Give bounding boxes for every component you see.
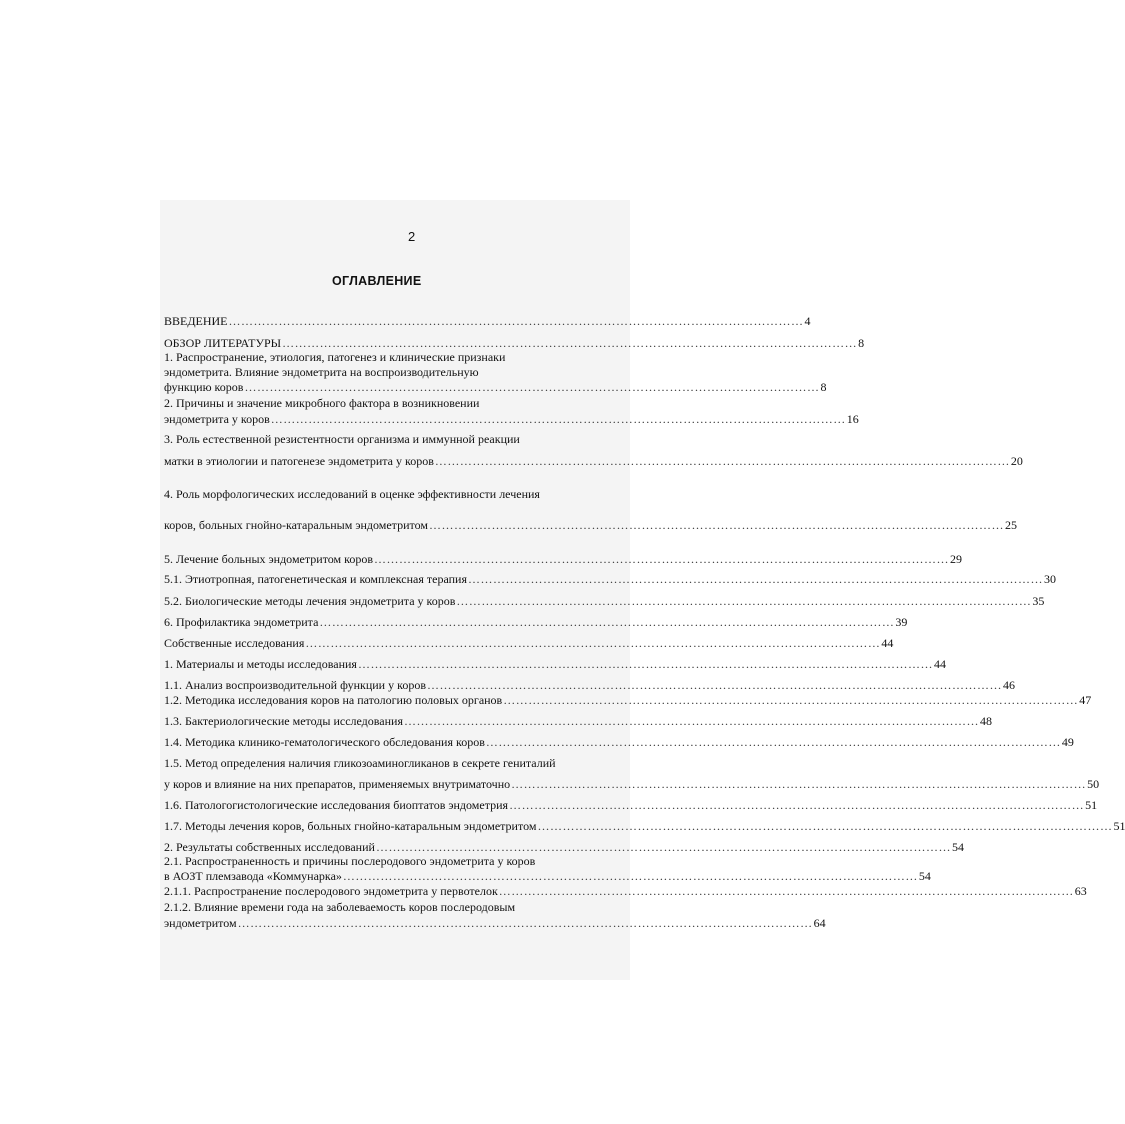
toc-entry-page: 44 xyxy=(933,657,946,671)
toc-leader: ………………………………………………………………………………………………………………………… xyxy=(498,884,1074,898)
toc-continuation: эндометрита. Влияние эндометрита на воспроизводительную xyxy=(164,365,479,379)
toc-entry-text: 1.2. Методика исследования коров на патологию половых органов xyxy=(164,693,503,707)
toc-entry-text: 1.3. Бактериологические методы исследования xyxy=(164,714,403,728)
toc-leader: ………………………………………………………………………………………………………………………… xyxy=(511,777,1087,791)
toc-entry xyxy=(164,797,1098,813)
toc-entry-page: 29 xyxy=(950,552,963,566)
toc-entry xyxy=(164,453,1023,469)
toc-entry-page: 39 xyxy=(895,615,908,629)
toc-entry xyxy=(164,411,859,427)
toc-entry-page: 8 xyxy=(820,380,827,394)
toc-continuation: 4. Роль морфологических исследований в оценке эффективности лечения xyxy=(164,487,540,501)
toc-entry xyxy=(164,517,1017,533)
toc-entry-text: коров, больных гнойно-катаральным эндометритом xyxy=(164,518,428,532)
toc-leader: ………………………………………………………………………………………………………………………… xyxy=(456,594,1032,608)
toc-entry-page: 50 xyxy=(1087,777,1100,791)
toc-leader: ………………………………………………………………………………………………………………………… xyxy=(319,615,895,629)
toc-title: ОГЛАВЛЕНИЕ xyxy=(332,274,422,288)
toc-entry-text: 1.7. Методы лечения коров, больных гнойно-катаральным эндометритом xyxy=(164,819,537,833)
toc-leader: ………………………………………………………………………………………………………………………… xyxy=(375,840,951,854)
toc-entry xyxy=(164,915,826,931)
toc-entry xyxy=(164,776,1100,792)
toc-leader: ………………………………………………………………………………………………………………………… xyxy=(426,678,1002,692)
toc-leader: ………………………………………………………………………………………………………………………… xyxy=(434,454,1010,468)
toc-entry-page: 54 xyxy=(918,869,931,883)
toc-entry-text: 1.6. Патологогистологические исследования биоптатов эндометрия xyxy=(164,798,509,812)
toc-entry-page: 20 xyxy=(1010,454,1023,468)
toc-continuation: 2.1. Распространенность и причины послеродового эндометрита у коров xyxy=(164,854,536,868)
toc-entry-text: матки в этиологии и патогенезе эндометрита у коров xyxy=(164,454,434,468)
toc-entry-text: 6. Профилактика эндометрита xyxy=(164,615,319,629)
toc-entry-page: 51 xyxy=(1113,819,1125,833)
toc-entry-text: эндометритом xyxy=(164,916,237,930)
toc-entry xyxy=(164,593,1045,609)
toc-entry-page: 30 xyxy=(1044,572,1056,586)
toc-entry-text: 2.1.1. Распространение послеродового эндометрита у первотелок xyxy=(164,884,498,898)
toc-leader: ………………………………………………………………………………………………………………………… xyxy=(270,412,846,426)
toc-leader: ………………………………………………………………………………………………………………………… xyxy=(509,798,1085,812)
toc-entry-page: 63 xyxy=(1074,884,1087,898)
toc-entry-text: 5. Лечение больных эндометритом коров xyxy=(164,552,374,566)
toc-continuation: 2. Причины и значение микробного фактора в возникновении xyxy=(164,396,480,410)
toc-entry xyxy=(164,551,963,567)
toc-entry xyxy=(164,818,1125,834)
toc-entry-page: 8 xyxy=(858,336,865,350)
toc-entry xyxy=(164,379,827,395)
toc-entry xyxy=(164,734,1074,750)
toc-entry-text: функцию коров xyxy=(164,380,244,394)
toc-entry-text: 5.1. Этиотропная, патогенетическая и комплексная терапия xyxy=(164,572,467,586)
toc-entry-text: Собственные исследования xyxy=(164,636,305,650)
toc-entry-text: 1.1. Анализ воспроизводительной функции у коров xyxy=(164,678,426,692)
toc-continuation: 2.1.2. Влияние времени года на заболеваемость коров послеродовым xyxy=(164,900,516,914)
toc-leader: ………………………………………………………………………………………………………………………… xyxy=(357,657,933,671)
toc-leader: ………………………………………………………………………………………………………………………… xyxy=(537,819,1113,833)
toc-entry xyxy=(164,677,1015,693)
toc-leader: ………………………………………………………………………………………………………………………… xyxy=(282,336,858,350)
toc-leader: ………………………………………………………………………………………………………………………… xyxy=(403,714,979,728)
toc-entry-page: 16 xyxy=(846,412,859,426)
toc-leader: ………………………………………………………………………………………………………………………… xyxy=(305,636,881,650)
toc-entry-page: 47 xyxy=(1079,693,1092,707)
toc-entry xyxy=(164,656,946,672)
toc-entry-text: 5.2. Биологические методы лечения эндометрита у коров xyxy=(164,594,456,608)
toc-entry-text: у коров и влияние на них препаратов, применяемых внутриматочно xyxy=(164,777,511,791)
toc-entry-page: 25 xyxy=(1004,518,1017,532)
toc-leader: ………………………………………………………………………………………………………………………… xyxy=(428,518,1004,532)
toc-entry-text: ВВЕДЕНИЕ xyxy=(164,314,228,328)
toc-entry-text: ОБЗОР ЛИТЕРАТУРЫ xyxy=(164,336,282,350)
toc-entry xyxy=(164,883,1087,899)
toc-entry-text: 1.4. Методика клинико-гематологического обследования коров xyxy=(164,735,485,749)
toc-entry-page: 51 xyxy=(1085,798,1098,812)
toc-entry xyxy=(164,571,1056,587)
toc-leader: ………………………………………………………………………………………………………………………… xyxy=(228,314,804,328)
toc-continuation: 3. Роль естественной резистентности организма и иммунной реакции xyxy=(164,432,520,446)
toc-continuation: 1. Распространение, этиология, патогенез и клинические признаки xyxy=(164,350,506,364)
toc-entry-text: 1. Материалы и методы исследования xyxy=(164,657,357,671)
toc-entry xyxy=(164,692,1092,708)
page-number: 2 xyxy=(408,229,416,244)
toc-entry-page: 54 xyxy=(951,840,964,854)
toc-entry-text: эндометрита у коров xyxy=(164,412,270,426)
toc-entry xyxy=(164,313,811,329)
toc-entry-page: 48 xyxy=(979,714,992,728)
toc-continuation: 1.5. Метод определения наличия гликозоаминогликанов в секрете гениталий xyxy=(164,756,556,770)
toc-entry-text: в АОЗТ племзавода «Коммунарка» xyxy=(164,869,342,883)
toc-leader: ………………………………………………………………………………………………………………………… xyxy=(244,380,820,394)
toc-leader: ………………………………………………………………………………………………………………………… xyxy=(342,869,918,883)
toc-leader: ………………………………………………………………………………………………………………………… xyxy=(485,735,1061,749)
toc-entry xyxy=(164,635,894,651)
toc-leader: ………………………………………………………………………………………………………………………… xyxy=(503,693,1079,707)
toc-entry-page: 46 xyxy=(1002,678,1015,692)
toc-entry-page: 44 xyxy=(881,636,894,650)
toc-entry-text: 2. Результаты собственных исследований xyxy=(164,840,375,854)
toc-entry-page: 64 xyxy=(813,916,826,930)
toc-entry xyxy=(164,713,992,729)
toc-entry-page: 49 xyxy=(1061,735,1074,749)
toc-leader: ………………………………………………………………………………………………………………………… xyxy=(374,552,950,566)
toc-entry xyxy=(164,868,931,884)
toc-entry-page: 4 xyxy=(804,314,811,328)
toc-leader: ………………………………………………………………………………………………………………………… xyxy=(237,916,813,930)
toc-leader: ………………………………………………………………………………………………………………………… xyxy=(468,572,1043,586)
toc-entry xyxy=(164,614,908,630)
toc-entry-page: 35 xyxy=(1032,594,1045,608)
